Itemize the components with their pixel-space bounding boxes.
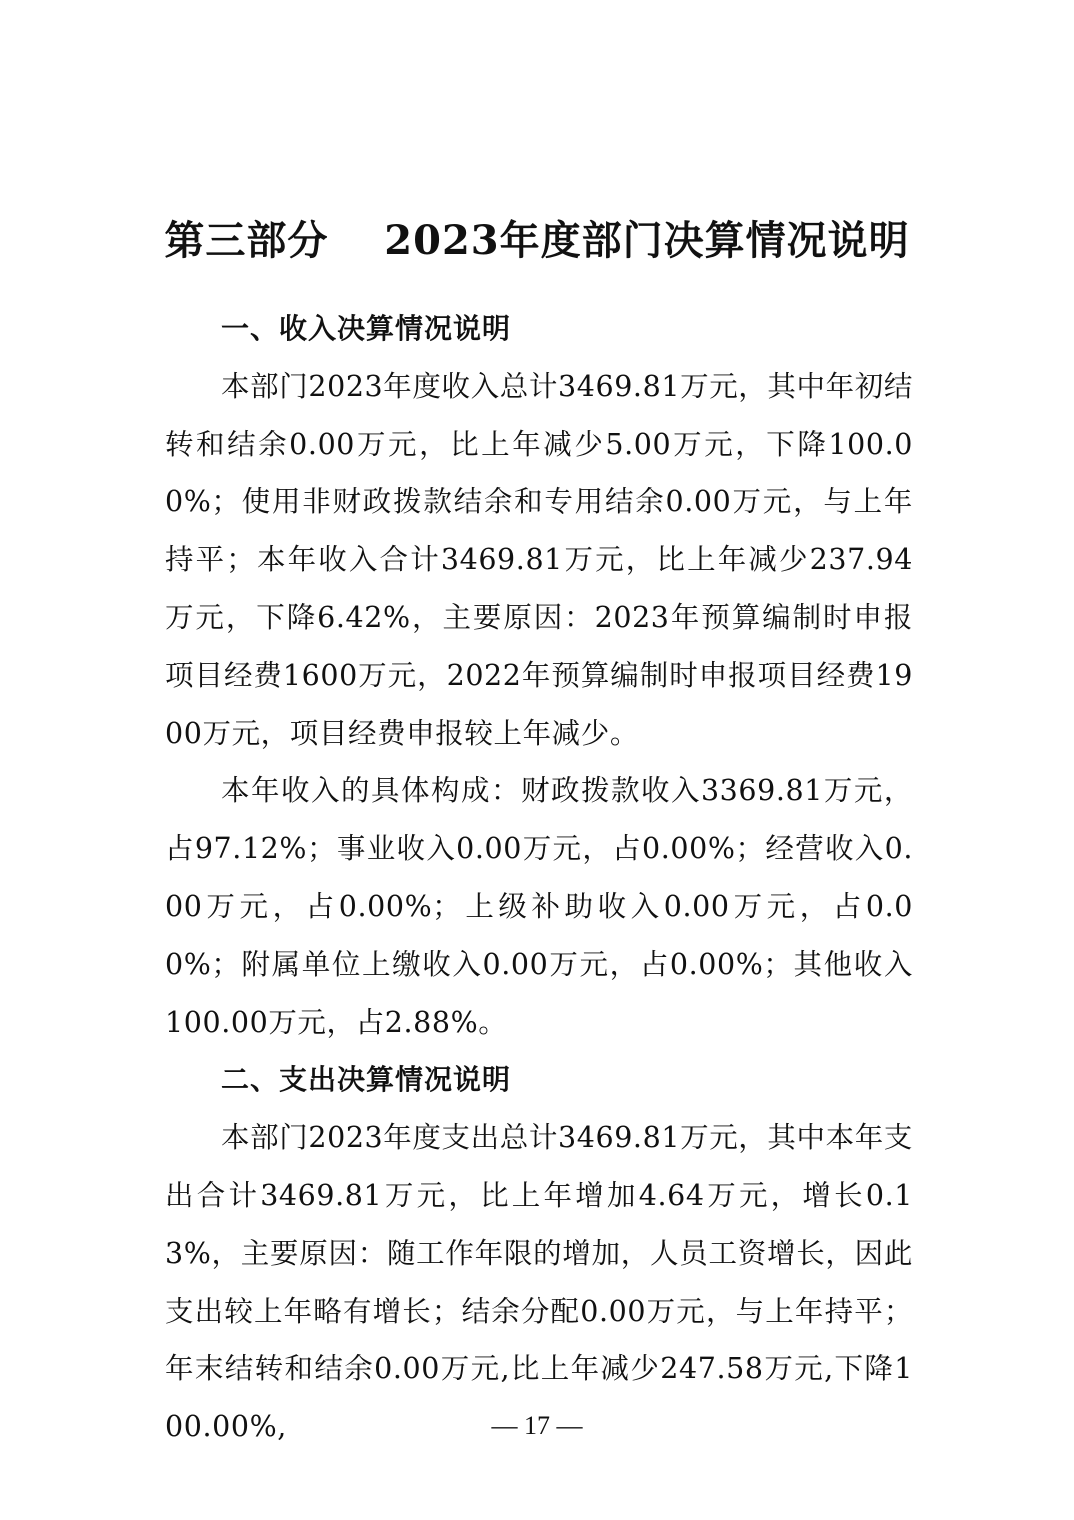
expenditure-paragraph-1: 本部门2023年度支出总计3469.81万元，其中本年支出合计3469.81万元，比上年增加4.64万元，增长0.13%，主要原因：随工作年限的增加，人员工资增长，因此支出较上年略有增长；结余分配0.00万元，与上年持平；年末结转和结余0.00万元,比上年减少247.58万元,下降100.00%, — [165, 1121, 913, 1444]
income-paragraph-2: 本年收入的具体构成：财政拨款收入3369.81万元，占97.12%；事业收入0.00万元，占0.00%；经营收入0.00万元，占0.00%；上级补助收入0.00万元，占0.00%；附属单位上缴收入0.00万元，占0.00%；其他收入100.00万元，占2.88%。 — [165, 774, 913, 1039]
section-heading-income: 一、收入决算情况说明 — [221, 312, 512, 345]
income-paragraph-1: 本部门2023年度收入总计3469.81万元，其中年初结转和结余0.00万元，比上年减少5.00万元，下降100.00%；使用非财政拨款结余和专用结余0.00万元，与上年持平；本年收入合计3469.81万元，比上年减少237.94万元，下降6.42%，主要原因：2023年预算编制时申报项目经费1600万元，2022年预算编制时申报项目经费1900万元，项目经费申报较上年减少。 — [165, 369, 913, 750]
page-number: — 17 — — [491, 1411, 583, 1440]
section-heading-expenditure: 二、支出决算情况说明 — [221, 1063, 512, 1097]
document-body — [165, 300, 913, 1456]
page-title: 第三部分 2023年度部门决算情况说明 — [164, 216, 910, 264]
